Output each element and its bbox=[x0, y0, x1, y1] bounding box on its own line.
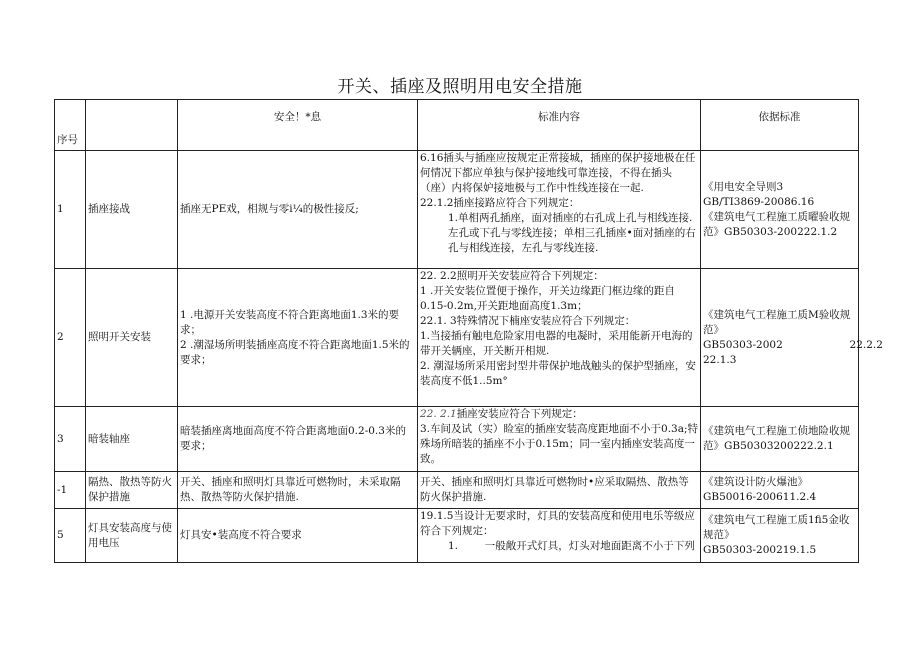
row-standard bbox=[418, 269, 701, 407]
row-safety bbox=[178, 269, 418, 407]
row-no: -1 bbox=[55, 472, 86, 509]
basis-line: GB50303-2002 22.2.2 bbox=[703, 338, 883, 351]
row-safety: 灯具安•装高度不符合要求 bbox=[178, 509, 418, 563]
row-item: 灯具安装高度与使用电压 bbox=[86, 509, 178, 563]
standard-line: 3.车间及试（实）睑室的插座安装高度距地面不小于0.3a;特殊场所暗装的插座不小于0.15m；同一室内插座安装高度一致。 bbox=[420, 423, 699, 465]
basis-line: 《建筑电气工程施工质曜验收规范》GB50303-200222.1.2 bbox=[703, 210, 850, 238]
row-safety: 开关、插座和照明灯具靠近可燃物时，未采取隔热、散热等防火保护措施. bbox=[178, 472, 418, 509]
basis-line: 22.1.3 bbox=[703, 353, 737, 366]
standard-line: 1.当接插有触电危险家用电器的电凝时，采用能新开电海的带开关辆座，开关断开相规. bbox=[420, 330, 693, 357]
row-safety: 插座无PE戏，相规与零i¼的极性接反; bbox=[178, 151, 418, 269]
table-row bbox=[55, 151, 859, 269]
basis-line: 《建筑电气工程施工侦地险收规范》GB50303200222.2.1 bbox=[703, 425, 850, 452]
basis-line: 《建筑设计防火爆池》 bbox=[703, 476, 808, 488]
row-no: 1 bbox=[55, 151, 86, 269]
header-basis: 依据标准 bbox=[701, 100, 859, 151]
basis-line: 《建筑电气工程施工质1fi5金收规范》 bbox=[703, 514, 850, 541]
table-row bbox=[55, 509, 859, 563]
row-basis bbox=[701, 407, 859, 472]
standard-line: 1.单相两孔插座，面对插座的右孔成上孔与相线连接.左孔或下孔与零线连接；单相三孔插座•面对插座的右孔与相线连接，左孔与零线连接. bbox=[448, 212, 696, 254]
row-item: 暗装轴座 bbox=[86, 407, 178, 472]
standard-clause-number: 22. 2.1 bbox=[420, 408, 457, 420]
safety-measures-table bbox=[54, 99, 883, 563]
row-basis bbox=[701, 269, 883, 407]
standard-line: 开关、插座和照明灯具靠近可燃物时•应采取隔热、散热等防火保护措施. bbox=[420, 476, 689, 503]
basis-line: 《建筑电气工程施工质M验收规范》 bbox=[703, 308, 851, 336]
row-item: 隔热、散热等防火保护措施 bbox=[86, 472, 178, 509]
basis-line: GB50303-200219.1.5 bbox=[703, 544, 817, 556]
standard-line: 2. 潮湿场所采用密封型井带保护地战触头的保护型插座，安装高度不低1..5m° bbox=[420, 360, 696, 387]
table-row bbox=[55, 269, 859, 407]
standard-line: 插座安装应符合下列规定： bbox=[456, 408, 583, 420]
row-safety: 暗装插座离地面高度不符合距离地面0.2-0.3米的要求； bbox=[178, 407, 418, 472]
standard-line: 6.16插头与插座应按规定正常接城，插座的保护接地极在任何情况下都应单独与保护接地线可靠连接，不得在插头（座）内将保妒接地极与工作中性线连接在一起. bbox=[420, 152, 696, 194]
row-standard bbox=[418, 407, 701, 472]
row-no: 5 bbox=[55, 509, 86, 563]
header-item bbox=[86, 100, 178, 151]
document-title: 开关、插座及照明用电安全措施 bbox=[337, 77, 583, 97]
row-item: 插座接战 bbox=[86, 151, 178, 269]
row-no: 2 bbox=[55, 269, 86, 407]
row-no: 3 bbox=[55, 407, 86, 472]
header-no: 序号 bbox=[55, 100, 86, 151]
table-header-row bbox=[55, 100, 859, 151]
safety-line: 2 .潮湿场所明装插座高度不符合距离地面1.5米的要求； bbox=[180, 338, 410, 366]
basis-line: GB/TI3869-20086.16 bbox=[703, 195, 815, 208]
standard-line: 19.1.5当设计无要求时，灯具的安装高度和使用电乐等级应符合下列规定： bbox=[420, 510, 695, 537]
basis-line: GB50016-200611.2.4 bbox=[703, 491, 817, 503]
row-standard bbox=[418, 509, 701, 563]
row-basis bbox=[701, 509, 859, 563]
standard-line: 22.1.2插座接路应符合下列规定： bbox=[420, 197, 580, 209]
row-item: 照明开关安装 bbox=[86, 269, 178, 407]
row-standard bbox=[418, 472, 701, 509]
row-basis bbox=[701, 472, 859, 509]
standard-line: 1. 一般敞开式灯具，灯头对地面距离不小于下列 bbox=[448, 540, 695, 552]
table-row bbox=[55, 407, 859, 472]
header-safety: 安全！*息 bbox=[178, 100, 418, 151]
standard-line: 22.1. 3特殊情况下楠座安装应符合下列规定： bbox=[420, 315, 636, 327]
row-basis bbox=[701, 151, 859, 269]
row-standard bbox=[418, 151, 701, 269]
basis-line: 《用电安全导则3 bbox=[703, 180, 784, 193]
safety-line: 1 .电源开关安装高度不符合距离地面1.3米的要求； bbox=[180, 308, 400, 336]
table-row bbox=[55, 472, 859, 509]
header-standard: 标准内容 bbox=[418, 100, 701, 151]
standard-line: 22. 2.2照明开关安装应符合下列规定： bbox=[420, 270, 604, 282]
standard-line: 1 .开关安装位置便于操作，开关边缘距门框边缘的距自0.15-0.2m,开关距地面高度1.3m； bbox=[420, 285, 675, 312]
